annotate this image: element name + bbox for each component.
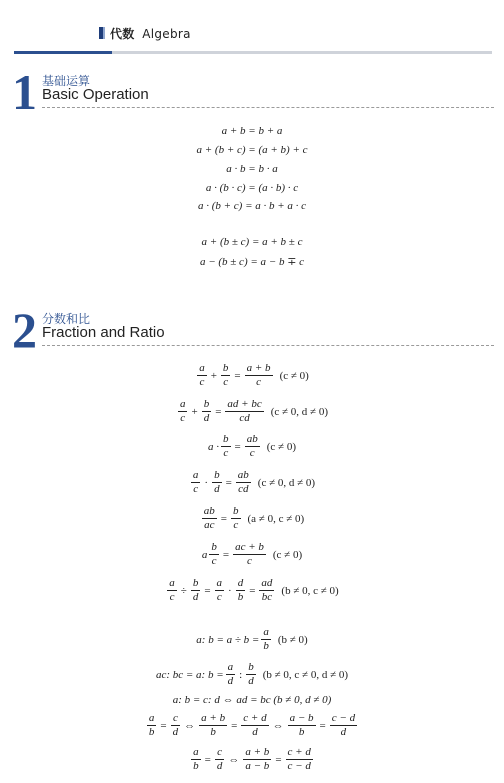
denominator: c	[169, 591, 175, 603]
fraction	[261, 626, 271, 653]
formula	[0, 577, 504, 604]
section-divider	[42, 345, 494, 346]
operator: =	[225, 476, 232, 489]
formula-term: a: b = a ÷ b =	[196, 633, 260, 646]
numerator: a − b	[289, 712, 314, 724]
operator: =	[204, 584, 211, 597]
numerator: a	[179, 398, 186, 410]
denominator: bc	[261, 591, 273, 603]
denominator: d	[227, 675, 234, 687]
operator: =	[215, 405, 222, 418]
fraction	[245, 433, 260, 460]
denominator: d	[216, 760, 223, 772]
operator: :	[239, 668, 243, 681]
formula	[0, 362, 504, 389]
header-rule	[112, 51, 492, 54]
fraction	[288, 712, 316, 739]
operator: =	[220, 512, 228, 525]
numerator: a	[192, 469, 199, 481]
denominator: d	[214, 483, 220, 495]
operator: +	[210, 369, 217, 382]
header-marker-icon	[99, 27, 105, 39]
denominator: b	[193, 760, 199, 772]
fraction	[197, 362, 207, 389]
denominator: cd	[239, 412, 250, 424]
condition: (c ≠ 0)	[272, 548, 303, 561]
numerator: a	[227, 661, 234, 673]
denominator: c	[193, 483, 199, 495]
section-divider	[42, 107, 494, 108]
denominator: ac	[204, 519, 215, 531]
fraction	[215, 577, 225, 604]
formula: a + (b ± c) = a + b ± c	[201, 236, 303, 248]
numerator: c + d	[287, 746, 311, 758]
numerator: a	[199, 362, 205, 374]
formula	[0, 469, 504, 496]
fraction	[236, 469, 251, 496]
section-title-zh: 分数和比	[42, 312, 91, 326]
header-title	[110, 25, 191, 42]
operator: ⇔	[228, 753, 240, 766]
denominator: c	[216, 591, 222, 603]
denominator: b	[237, 591, 244, 603]
formula	[0, 712, 504, 739]
fraction	[330, 712, 357, 739]
fraction	[191, 577, 201, 604]
condition: (b ≠ 0, c ≠ 0, d ≠ 0)	[262, 668, 349, 681]
fraction	[236, 577, 246, 604]
fraction	[243, 746, 271, 773]
operator: =	[319, 719, 326, 732]
fraction	[209, 541, 219, 568]
formula-term: a ·	[208, 440, 220, 453]
formula: a + b = b + a	[221, 125, 283, 137]
denominator: c	[199, 376, 205, 388]
fraction	[231, 505, 241, 532]
fraction	[286, 746, 313, 773]
operator: ⇔	[272, 719, 284, 732]
denominator: c	[233, 519, 239, 531]
formula	[0, 541, 504, 568]
numerator: b	[203, 398, 210, 410]
numerator: ad + bc	[227, 398, 262, 410]
formula: a · b = b · a	[226, 163, 278, 175]
fraction	[167, 577, 177, 604]
fraction	[202, 398, 212, 425]
denominator: c	[223, 447, 229, 459]
numerator: a + b	[245, 746, 270, 758]
condition: (c ≠ 0, d ≠ 0)	[257, 476, 316, 489]
condition: (c ≠ 0)	[266, 440, 296, 453]
denominator: b	[148, 726, 155, 738]
numerator: b	[248, 661, 254, 673]
operator: =	[234, 369, 241, 382]
numerator: b	[192, 577, 199, 589]
fraction	[226, 661, 236, 688]
numerator: ad	[261, 577, 273, 589]
denominator: c	[180, 412, 186, 424]
fraction	[225, 398, 263, 425]
numerator: ab	[237, 469, 249, 481]
operator: ÷	[180, 584, 187, 597]
operator: =	[204, 753, 211, 766]
denominator: c	[247, 555, 252, 567]
condition: (c ≠ 0)	[279, 369, 309, 382]
denominator: d	[252, 726, 258, 738]
section-number: 2	[12, 302, 37, 358]
denominator: c	[256, 376, 262, 388]
denominator: c	[249, 447, 255, 459]
section-number: 1	[12, 64, 37, 120]
formula-term: ac: bc = a: b =	[155, 668, 224, 681]
operator: =	[275, 753, 282, 766]
operator: ·	[204, 476, 209, 489]
formula: a · (b + c) = a · b + a · c	[197, 200, 307, 212]
denominator: a − b	[245, 760, 270, 772]
section-title-en: Fraction and Ratio	[42, 324, 165, 341]
formula	[0, 505, 504, 532]
condition: (a ≠ 0, c ≠ 0)	[247, 512, 305, 525]
operator: =	[231, 719, 238, 732]
section-title-en: Basic Operation	[42, 86, 149, 103]
operator: ·	[228, 584, 232, 597]
fraction	[233, 541, 266, 568]
fraction	[171, 712, 181, 739]
denominator: b	[298, 726, 305, 738]
numerator: c + d	[243, 712, 267, 724]
fraction	[199, 712, 227, 739]
denominator: d	[248, 675, 254, 687]
fraction	[221, 362, 231, 389]
formula	[0, 746, 504, 773]
operator: ⇔	[184, 719, 196, 732]
numerator: ac + b	[235, 541, 264, 553]
fraction	[191, 746, 201, 773]
fraction	[191, 469, 201, 496]
numerator: a	[169, 577, 175, 589]
formula: a: b = c: d ⇔ ad = bc (b ≠ 0, d ≠ 0)	[172, 694, 332, 706]
operator: +	[191, 405, 198, 418]
formula: a + (b + c) = (a + b) + c	[196, 144, 308, 156]
formula	[0, 626, 504, 653]
numerator: d	[237, 577, 244, 589]
numerator: b	[233, 505, 239, 517]
numerator: a	[216, 577, 223, 589]
denominator: b	[210, 726, 216, 738]
numerator: c	[172, 712, 178, 724]
formula	[0, 661, 504, 688]
condition: (c ≠ 0, d ≠ 0)	[270, 405, 329, 418]
denominator: d	[340, 726, 347, 738]
numerator: ab	[203, 505, 215, 517]
denominator: d	[172, 726, 179, 738]
denominator: d	[192, 591, 199, 603]
page-header	[0, 0, 504, 56]
numerator: a	[148, 712, 155, 724]
fraction	[246, 661, 256, 688]
formula: a · (b · c) = (a · b) · c	[205, 182, 299, 194]
numerator: b	[211, 541, 217, 553]
formula-term: a	[201, 548, 208, 561]
numerator: c − d	[331, 712, 356, 724]
numerator: b	[223, 433, 229, 445]
fraction	[215, 746, 225, 773]
operator: =	[234, 440, 241, 453]
numerator: a	[193, 746, 199, 758]
fraction	[259, 577, 274, 604]
denominator: c	[223, 376, 229, 388]
numerator: a + b	[246, 362, 271, 374]
fraction	[202, 505, 217, 532]
header-title-en: Algebra	[142, 27, 191, 41]
denominator: c − d	[287, 760, 311, 772]
numerator: c	[217, 746, 223, 758]
denominator: cd	[238, 483, 249, 495]
numerator: ab	[246, 433, 258, 445]
condition: (b ≠ 0)	[277, 633, 308, 646]
operator: =	[222, 548, 230, 561]
operator: =	[160, 719, 167, 732]
denominator: b	[263, 640, 269, 652]
formula: a − (b ± c) = a − b ∓ c	[199, 256, 305, 268]
fraction	[241, 712, 268, 739]
denominator: d	[203, 412, 210, 424]
fraction	[147, 712, 157, 739]
fraction	[212, 469, 222, 496]
section-title-zh: 基础运算	[42, 74, 91, 88]
numerator: a + b	[201, 712, 226, 724]
numerator: b	[214, 469, 220, 481]
formula	[0, 433, 504, 460]
numerator: a	[263, 626, 269, 638]
fraction	[178, 398, 188, 425]
formula	[0, 398, 504, 425]
condition: (b ≠ 0, c ≠ 0)	[281, 584, 339, 597]
operator: =	[249, 584, 256, 597]
numerator: b	[222, 362, 229, 374]
header-title-zh: 代数	[110, 27, 135, 41]
fraction	[221, 433, 231, 460]
header-rule-accent	[14, 51, 112, 54]
fraction	[245, 362, 273, 389]
denominator: c	[211, 555, 217, 567]
